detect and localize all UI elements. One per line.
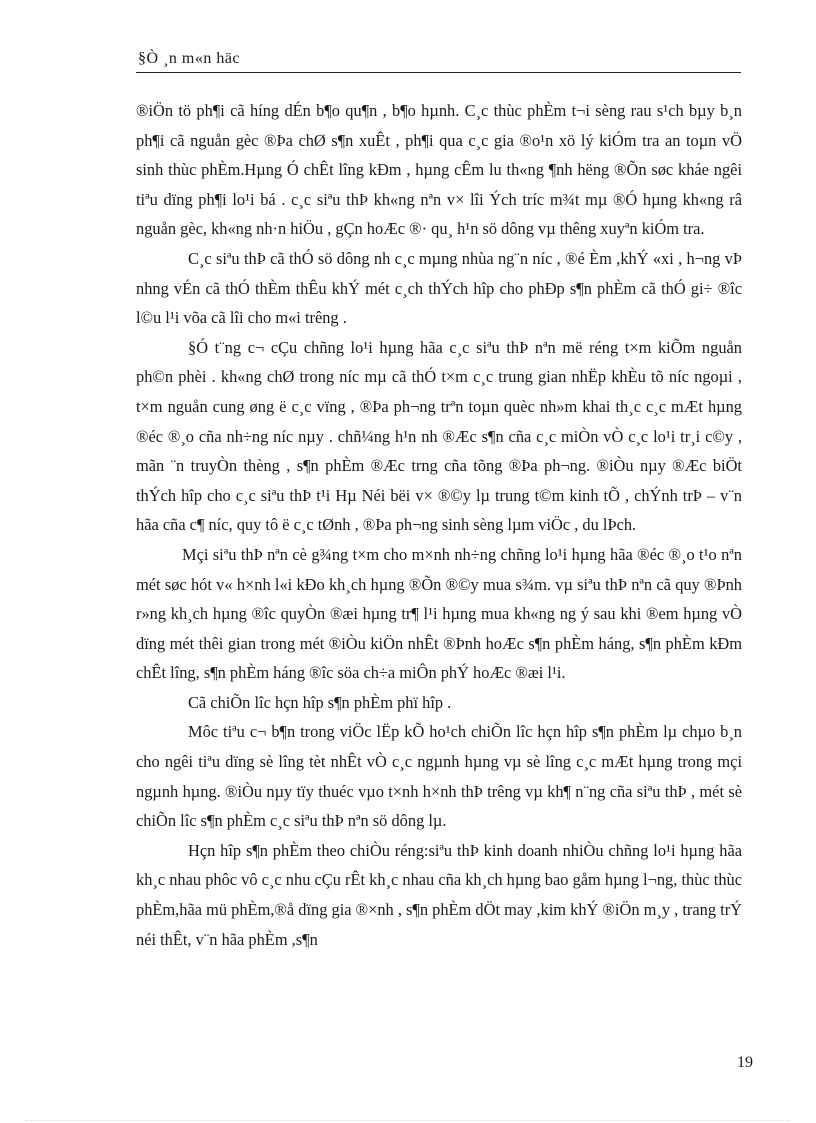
page-number: 19 [737,1054,753,1071]
paragraph: ®iÖn tö ph¶i cã híng dÉn b¶o qu¶n , b¶o hµnh. C¸c thùc phÈm t¬i sèng rau s¹ch bµy b¸n ph¶i cã nguån gèc ®Þa chØ s¶n xuÊt , ph¶i qua c¸c gia ®o¹n xö lý kiÓm tra an toµn vÖ sinh thùc phÈm.Hµng Ó chÊt lîng kÐm , hµng cÊm lu th«ng ¶nh hëng ®Õn søc kháe ngêi tiªu dïng ph¶i lo¹i bá . c¸c siªu thÞ kh«ng nªn v× lîi Ých tríc m¾t mµ ®Ó hµng kh«ng râ nguån gèc, kh«ng nh·n hiÖu , gÇn hoÆc ®· qu¸ h¹n sö dông vµ thêng xuyªn kiÓm tra. [136,101,742,239]
page-bottom-edge [26,1120,790,1121]
paragraph: Môc tiªu c¬ b¶n trong viÖc lËp kÕ ho¹ch chiÕn lîc hçn hîp s¶n phÈm lµ chµo b¸n cho ngêi tiªu dïng sè lîng tèt nhÊt vÒ c¸c ngµnh hµng vµ sè lîng c¸c mÆt hµng trong mçi ngµnh hµng. ®iÒu nµy tïy thuéc vµo t×nh h×nh thÞ trêng vµ kh¶ n¨ng cña siªu thÞ , mét sè chiÕn lîc s¶n phÈm c¸c siªu thÞ nªn sö dông lµ. [136,722,742,831]
paragraph: §Ó t¨ng c¬ cÇu chñng lo¹i hµng hãa c¸c siªu thÞ nªn më réng t×m kiÕm nguån ph©n phèi . kh«ng chØ trong níc mµ cã thÓ t×m c¸c trung gian nhËp khÈu tõ níc ngoµi , t×m nguån cung øng ë c¸c vïng , ®Þa ph¬ng trªn toµn quèc nh»m khai th¸c c¸c mÆt hµng ®éc ®¸o cña nh÷ng níc nµy . chñ¼ng h¹n nh ®Æc s¶n cña c¸c miÒn vÒ c¸c lo¹i tr¸i c©y , mãn ¨n truyÒn thèng , s¶n phÈm ®Æc trng cña tõng ®Þa ph¬ng. ®iÒu nµy ®Æc biÖt thÝch hîp cho c¸c siªu thÞ t¹i Hµ Néi bëi v× ®©y lµ trung t©m kinh tÕ , chÝnh trÞ – v¨n hãa cña c¶ níc, quy tô ë c¸c tØnh , ®Þa ph¬ng sinh sèng lµm viÖc , du lÞch. [136,337,742,535]
paragraph: Mçi siªu thÞ nªn cè g¾ng t×m cho m×nh nh÷ng chñng lo¹i hµng hãa ®éc ®¸o t¹o nªn mét søc hót v« h×nh l«i kÐo kh¸ch hµng ®Õn ®©y mua s¾m. vµ siªu thÞ nªn cã quy ®Þnh r»ng kh¸ch hµng ®îc quyÒn ®æi hµng tr¶ l¹i hµng mua kh«ng ng ý sau khi ®em hµng vÒ dïng mét thêi gian trong mét ®iÒu kiÖn nhÊt ®Þnh hoÆc s¶n phÈm háng, s¶n phÈm kÐm chÊt lîng, s¶n phÈm háng ®îc söa ch÷a miÔn phÝ hoÆc ®æi l¹i. [136,544,742,683]
running-header: §Ò ¸n m«n häc [138,50,241,67]
paragraph-heading: Cã chiÕn lîc hçn hîp s¶n phÈm phï hîp . [188,692,452,712]
paragraph: C¸c siªu thÞ cã thÓ sö dông nh c¸c mµng nhùa ng¨n níc , ®é Èm ,khÝ «xi , h¬ng vÞ nhng vÉn cã thÓ thÈm thÊu khÝ mét c¸ch thÝch hîp cho phÐp s¶n phÈm cã thÓ gi÷ ®îc l©u l¹i võa cã lîi cho m«i trêng . [136,248,742,328]
header-divider [136,72,741,73]
body-text [136,96,742,954]
paragraph: Hçn hîp s¶n phÈm theo chiÒu réng:siªu thÞ kinh doanh nhiÒu chñng lo¹i hµng hãa kh¸c nhau phôc vô c¸c nhu cÇu rÊt kh¸c nhau cña kh¸ch hµng bao gåm hµng l¬ng, thùc thùc phÈm,hãa mü phÈm,®å dïng gia ®×nh , s¶n phÈm dÖt may ,kim khÝ ®iÖn m¸y , trang trÝ néi thÊt, v¨n hãa phÈm ,s¶n [136,840,742,949]
